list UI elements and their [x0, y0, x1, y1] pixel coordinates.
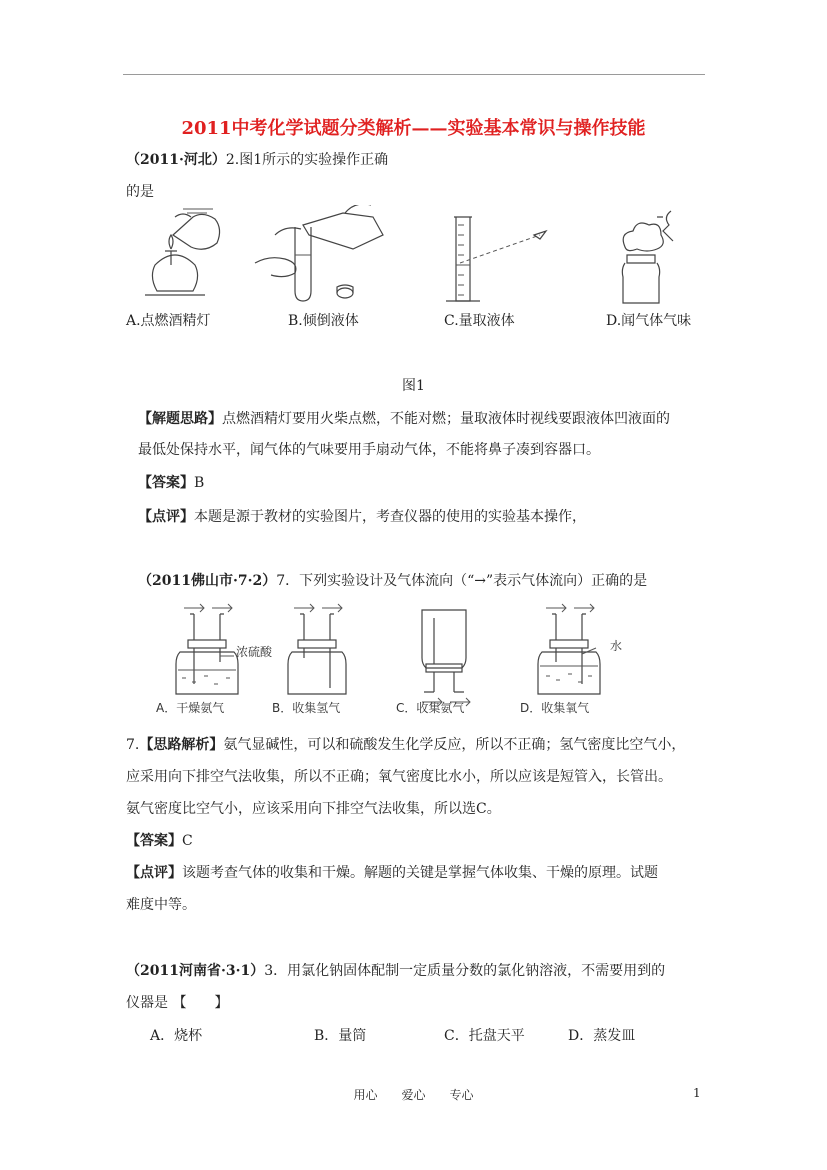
q2-label-c: C．收集氨气: [396, 701, 465, 715]
lamp-illustration: [145, 209, 220, 295]
q2-analysis-text1: 氨气显碱性，可以和硫酸发生化学反应，所以不正确；氢气密度比空气小，: [223, 737, 686, 753]
q3-option-d: D．蒸发皿: [568, 1028, 636, 1044]
q2-analysis-tag: 【思路解析】: [139, 737, 224, 753]
q3-option-b: B．量筒: [314, 1028, 367, 1044]
q2-answer-value: C: [182, 833, 193, 849]
q1-option-c: C.量取液体: [444, 313, 515, 329]
q2-comment-tag: 【点评】: [126, 865, 182, 881]
q2-comment-text1: 该题考查气体的收集和干燥。解题的关键是掌握气体收集、干燥的原理。试题: [182, 865, 658, 881]
q3-stem-cont: 仪器是 【 】: [126, 995, 229, 1011]
pouring-illustration: [255, 205, 383, 301]
q1-source: （2011·河北）: [126, 152, 226, 168]
q1-comment-tag: 【点评】: [138, 509, 194, 525]
q1-stem-cont: 的是: [126, 184, 154, 200]
apparatus-a: [176, 604, 238, 694]
q3-stem: [126, 961, 665, 981]
q1-analysis-tag: 【解题思路】: [138, 411, 222, 427]
q1-analysis-line1: [138, 409, 670, 429]
q2-stem-text: 7．下列实验设计及气体流向（“→”表示气体流向）正确的是: [276, 573, 648, 589]
q2-comment-line1: [126, 863, 658, 883]
apparatus-d: [538, 604, 600, 694]
q1-answer: [138, 473, 204, 493]
q1-figure-caption: 图1: [402, 378, 425, 394]
q2-figure-apparatus: [150, 600, 630, 718]
q1-stem: [126, 150, 388, 170]
q2-analysis-line2: 应采用向下排空气法收集，所以不正确；氧气密度比水小，所以应该是短管入，长管出。: [126, 769, 672, 785]
q1-answer-value: B: [194, 475, 205, 491]
q1-comment-text: 本题是源于教材的实验图片，考查仪器的使用的实验基本操作，: [194, 509, 586, 525]
q1-option-d: D.闻气体气味: [606, 313, 692, 329]
q1-analysis-line2: 最低处保持水平，闻气体的气味要用手扇动气体，不能将鼻子凑到容器口。: [138, 442, 600, 458]
header-rule: [123, 74, 705, 75]
cylinder-illustration: [446, 217, 546, 301]
page-number: 1: [693, 1086, 701, 1100]
footer-motto: 用心 爱心 专心: [353, 1088, 474, 1102]
page-title: 2011中考化学试题分类解析——实验基本常识与操作技能: [181, 118, 646, 139]
q2-label-b: B．收集氢气: [272, 701, 341, 715]
apparatus-b: [288, 604, 346, 694]
q2-analysis-prefix: 7.: [126, 737, 140, 753]
q2-label-a: A．干燥氨气: [156, 701, 225, 715]
q2-answer-tag: 【答案】: [126, 833, 182, 849]
apparatus-c: [422, 610, 470, 706]
smell-illustration: [622, 211, 673, 303]
q2-source: （2011佛山市·7·2）: [138, 573, 277, 589]
note-sulfuric-acid: 浓硫酸: [236, 645, 273, 659]
q1-option-b: B.倾倒液体: [288, 313, 359, 329]
q3-option-a: A．烧杯: [150, 1028, 203, 1044]
q1-figure-illustrations: [125, 205, 725, 310]
q3-source: （2011河南省·3·1）: [126, 963, 265, 979]
q2-label-d: D．收集氧气: [520, 701, 590, 715]
q2-stem: [138, 571, 647, 591]
q3-option-c: C．托盘天平: [444, 1028, 525, 1044]
q1-comment: [138, 507, 586, 527]
q1-answer-tag: 【答案】: [138, 475, 194, 491]
q1-option-a: A.点燃酒精灯: [126, 313, 211, 329]
note-water: 水: [610, 639, 623, 653]
q1-analysis-text1: 点燃酒精灯要用火柴点燃，不能对燃；量取液体时视线要跟液体凹液面的: [222, 411, 670, 427]
q2-comment-line2: 难度中等。: [126, 897, 196, 913]
q2-analysis-line1: [126, 735, 685, 755]
q2-analysis-line3: 氨气密度比空气小，应该采用向下排空气法收集，所以选C。: [126, 801, 501, 817]
q2-answer: [126, 831, 193, 851]
q1-stem-text: 2.图1所示的实验操作正确: [225, 152, 389, 168]
q3-stem-text: 3．用氯化钠固体配制一定质量分数的氯化钠溶液，不需要用到的: [264, 963, 666, 979]
